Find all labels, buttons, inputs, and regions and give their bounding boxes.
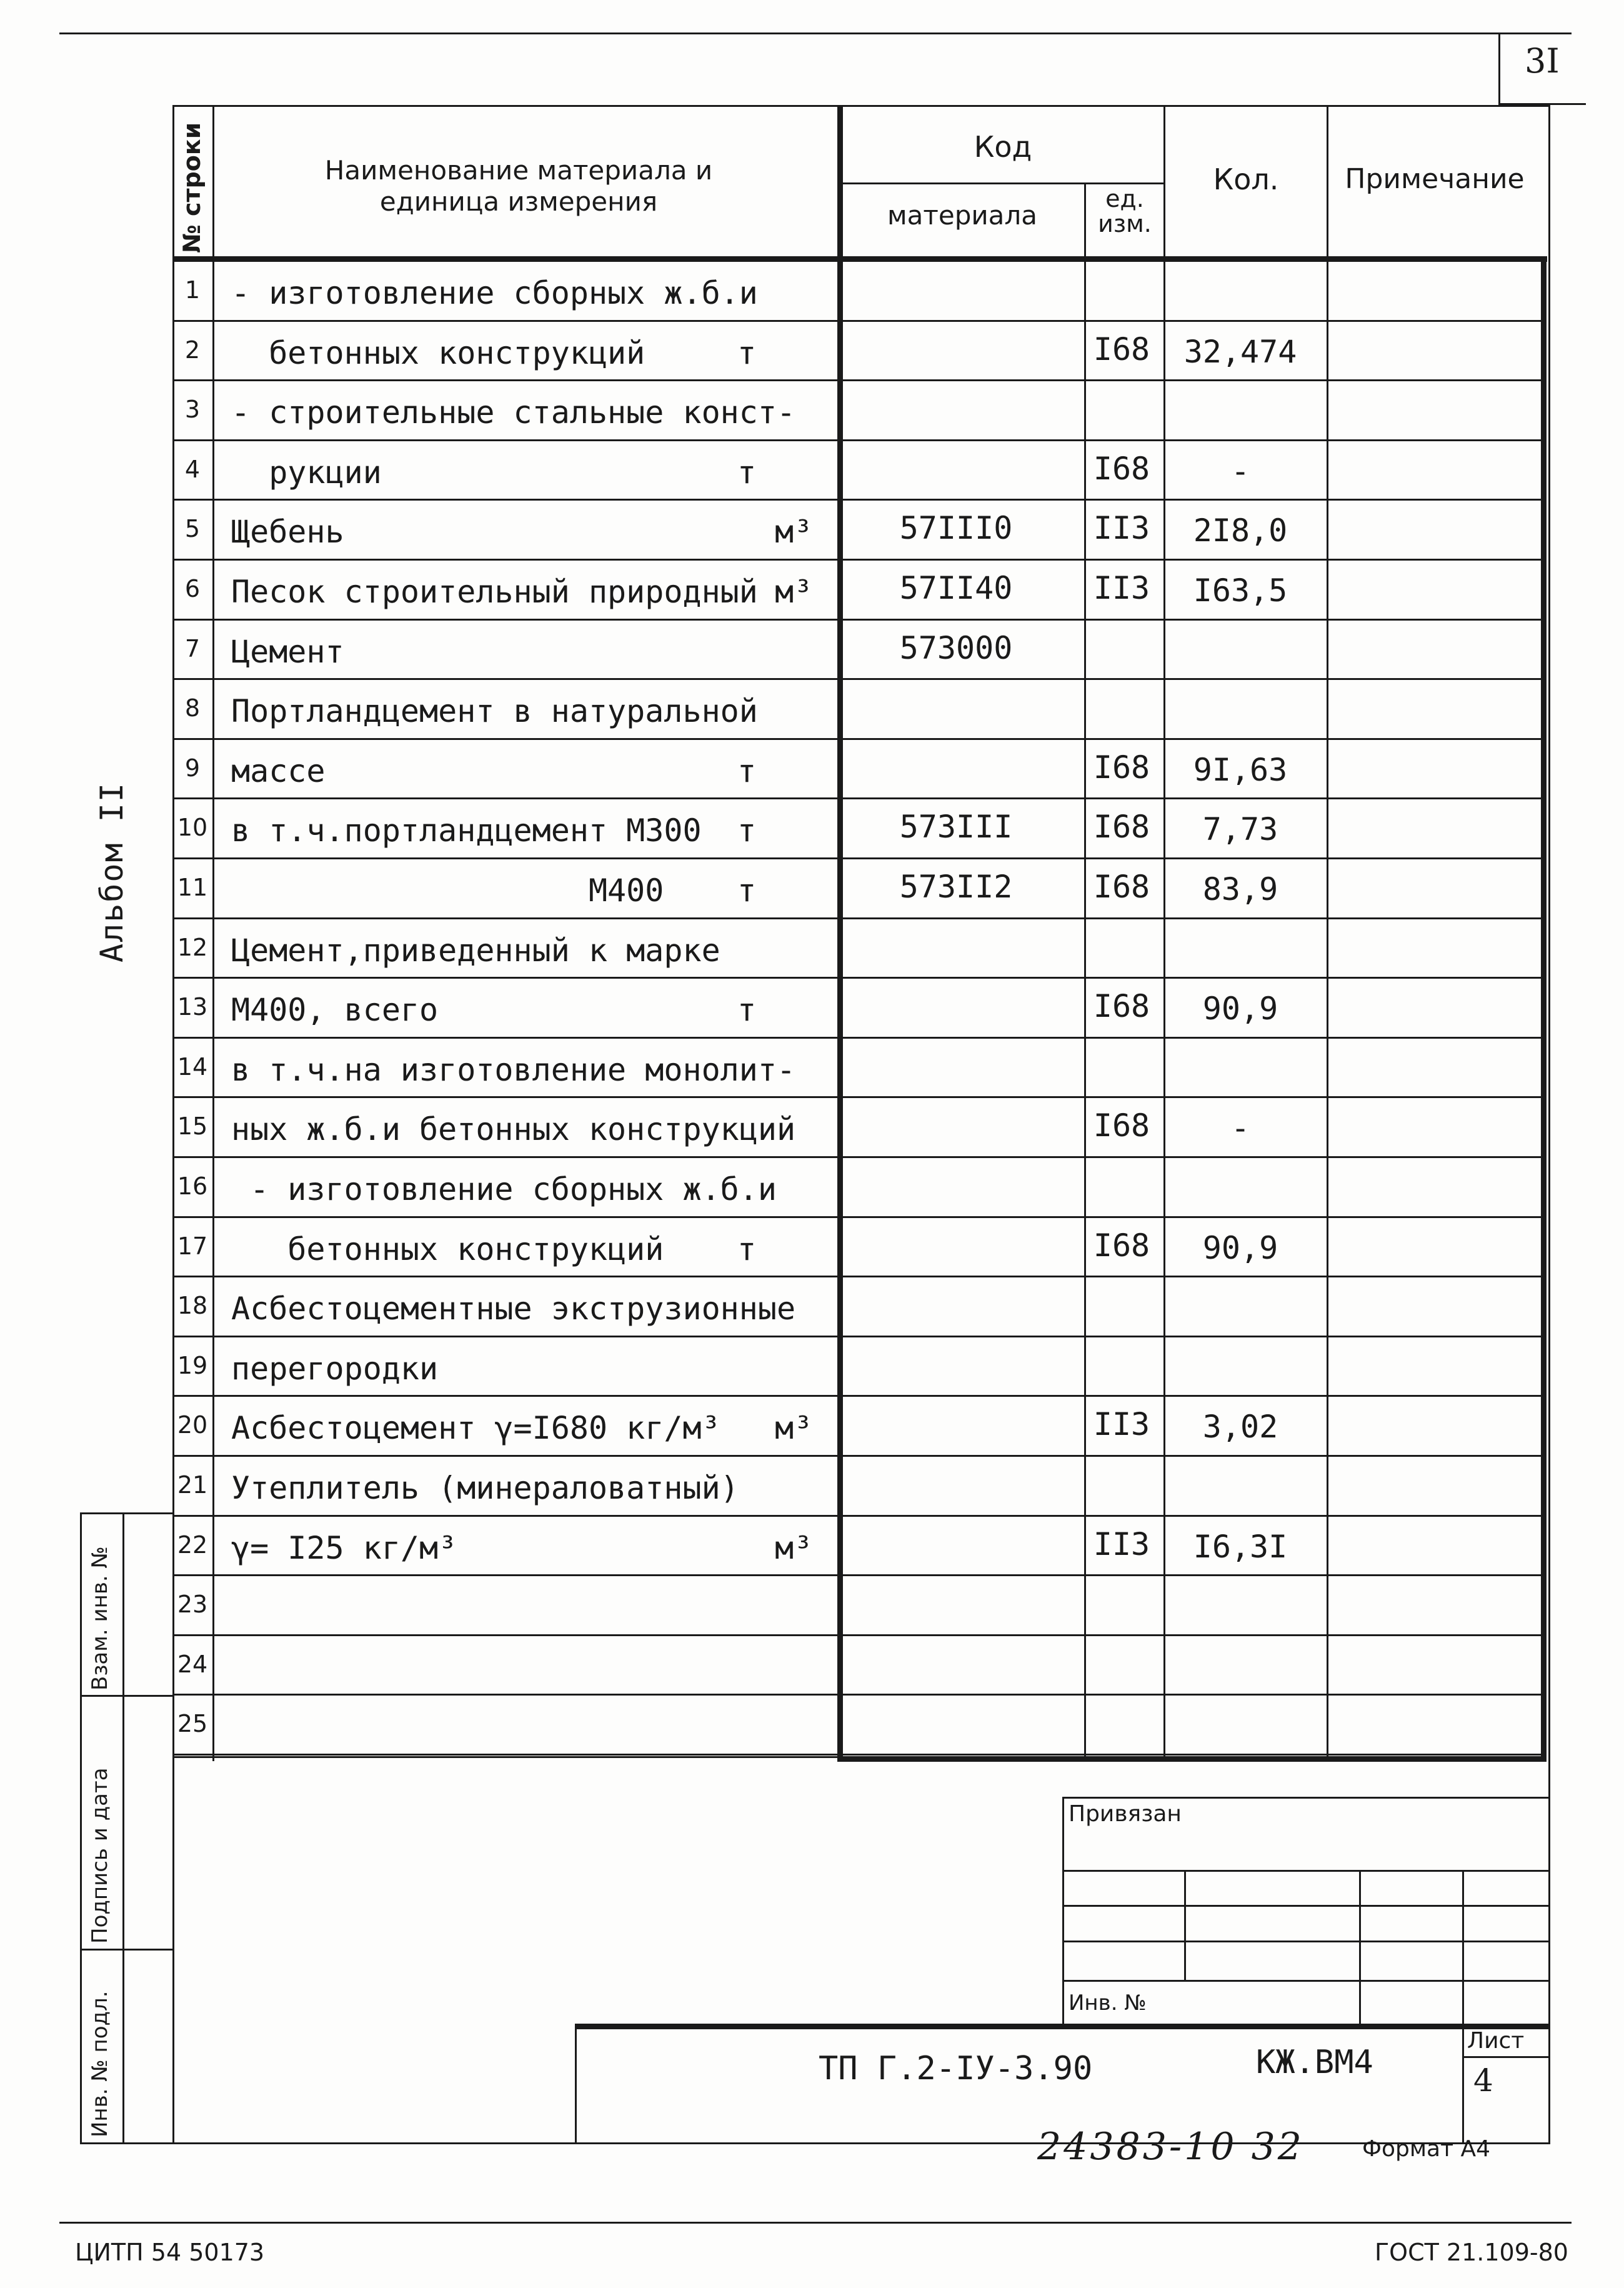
row-name: перегородки [231,1350,439,1387]
row-unit: т [737,334,757,371]
row-unit-code: II3 [1093,1526,1150,1562]
main-stamp-bottom [172,2142,1550,2144]
row-rule [172,1634,1544,1636]
footer-left: ЦИТП 54 50173 [75,2239,265,2266]
side-stamp-sep2 [80,1949,174,1951]
frame-right [1548,105,1550,2144]
col-rownum-divider [212,105,214,1761]
row-rule [172,1276,1544,1277]
row-quantity: - [1230,452,1250,489]
row-unit: т [737,752,757,789]
row-number: 4 [184,455,201,483]
header-bottom-rule [172,256,1547,262]
row-material-code: 573III [899,809,1013,846]
privyazan-r1 [1062,1870,1550,1872]
row-rule [172,1515,1544,1517]
row-number: 23 [177,1591,208,1619]
designation: ТП Г.2-IУ-3.90 [819,2050,1093,2087]
side-stamp-left [80,1512,82,2144]
main-stamp-top [575,2024,1550,2029]
col-unit-divider [1084,182,1086,1761]
row-name: в т.ч.портландцемент М300 [231,812,702,849]
list-label: Лист [1467,2028,1525,2054]
row-quantity: 2I8,0 [1193,512,1288,549]
row-unit: т [737,872,757,909]
row-unit-code: I68 [1093,450,1150,487]
row-name: Цемент [231,633,344,670]
row-rule [172,1336,1544,1337]
row-name: М400 [231,872,664,909]
row-name: бетонных конструкций [231,334,645,371]
row-unit-code: I68 [1093,988,1150,1025]
row-number: 16 [177,1172,208,1200]
privyazan-left [1062,1797,1064,2028]
row-rule [172,559,1544,561]
row-quantity: 90,9 [1202,991,1278,1027]
row-rule [172,320,1544,322]
privyazan-top [1062,1797,1550,1799]
header-unit-line1: ед. [1105,185,1144,212]
row-unit-code: II3 [1093,1406,1150,1443]
row-rule [172,499,1544,501]
row-number: 3 [184,396,201,424]
footer-rule [59,2222,1572,2224]
inv-podl-label: Инв. № подл. [87,1991,112,2137]
row-unit: м³ [775,574,813,610]
row-number: 15 [177,1112,208,1141]
code-subheader-rule [837,182,1165,184]
row-unit: т [737,454,757,491]
row-name: - изготовление сборных ж.б.и [231,1171,777,1207]
row-rule [172,738,1544,740]
sheet-number: 3I [1525,41,1560,81]
row-name: Асбестоцемент γ=I680 кг/м³ [231,1410,720,1447]
row-rule [172,977,1544,979]
album-label: Альбом II [94,782,130,962]
row-number: 2 [184,336,201,364]
row-unit-code: I68 [1093,1107,1150,1144]
privyazan-c3 [1462,1870,1464,2026]
row-number: 9 [184,754,201,782]
side-stamp-bottom [80,2142,174,2144]
header-note: Примечание [1345,163,1525,195]
row-name: - строительные стальные конст- [231,394,796,431]
row-rule [172,1574,1544,1576]
row-rule [172,678,1544,680]
row-rule [172,1096,1544,1098]
row-number: 14 [177,1052,208,1081]
col-right-border [1541,256,1547,1761]
header-name-line2: единица измерения [379,186,658,217]
row-quantity: I63,5 [1193,572,1288,609]
header-name-line1: Наименование материала и [324,155,713,186]
row-number: 22 [177,1531,208,1559]
header-material: материала [887,200,1037,231]
row-name: в т.ч.на изготовление монолит- [231,1051,796,1088]
row-name: ных ж.б.и бетонных конструкций [231,1111,796,1148]
list-cell-left [1462,2024,1464,2144]
row-quantity: 3,02 [1202,1409,1278,1446]
row-material-code: 573000 [899,629,1013,666]
main-stamp-left [575,2024,577,2144]
vzam-inv-label: Взам. инв. № [87,1546,112,1691]
row-rule [172,619,1544,621]
row-rule [172,797,1544,799]
row-number: 19 [177,1351,208,1379]
row-name: Портландцемент в натуральной [231,693,758,730]
row-rule [172,857,1544,859]
row-name: массе [231,752,326,789]
privyazan-r3 [1062,1941,1550,1942]
row-number: 12 [177,933,208,961]
col-note-divider [1327,105,1328,1761]
header-unit-line2: изм. [1098,210,1152,237]
header-row-no: № строки [178,122,206,253]
row-rule [172,1694,1544,1696]
row-unit: т [737,992,757,1029]
row-rule [172,1156,1544,1158]
row-name: М400, всего [231,992,439,1029]
row-rule [172,1216,1544,1218]
row-quantity: - [1230,1110,1250,1147]
row-name: γ= I25 кг/м³ [231,1529,457,1566]
row-unit: т [737,812,757,849]
privyazan-r4 [1062,1980,1550,1982]
row-number: 13 [177,993,208,1021]
handwritten-number: 24383-10 32 [1037,2125,1304,2169]
row-quantity: 83,9 [1202,871,1278,907]
row-unit-code: I68 [1093,1227,1150,1264]
frame-top [172,105,1550,107]
table-bottom-left-rule [172,1756,841,1758]
row-number: 5 [184,515,201,543]
row-quantity: I6,3I [1193,1528,1288,1565]
code-ref: КЖ.ВМ4 [1256,2044,1373,2081]
row-number: 18 [177,1292,208,1320]
row-material-code: 57III0 [899,510,1013,547]
row-number: 21 [177,1471,208,1499]
row-name: бетонных конструкций [231,1231,664,1267]
row-number: 8 [184,694,201,722]
row-rule [172,1754,1544,1756]
top-rule [59,32,1572,34]
row-number: 24 [177,1650,208,1678]
row-quantity: 90,9 [1202,1229,1278,1266]
list-cell-divider [1462,2056,1550,2058]
side-stamp-sep1 [80,1695,174,1697]
row-number: 17 [177,1232,208,1260]
row-rule [172,917,1544,919]
row-quantity: 9I,63 [1193,751,1288,788]
row-name: Цемент,приведенный к марке [231,932,720,969]
header-qty: Кол. [1213,162,1279,196]
row-unit: м³ [775,514,813,551]
row-rule [172,1037,1544,1039]
row-rule [172,1455,1544,1457]
row-rule [172,439,1544,441]
row-unit: т [737,1231,757,1267]
row-material-code: 57II40 [899,570,1013,606]
row-number: 11 [177,874,208,901]
row-unit-code: II3 [1093,510,1150,547]
privyazan-c2 [1359,1870,1361,2026]
podpis-data-label: Подпись и дата [87,1767,112,1944]
privyazan-c1 [1184,1870,1186,1980]
privyazan-label: Привязан [1069,1801,1182,1827]
row-unit-code: I68 [1093,809,1150,846]
row-unit: м³ [775,1529,813,1566]
row-number: 25 [177,1710,208,1738]
table-bottom-rule [837,1756,1547,1762]
row-name: Асбестоцементные экструзионные [231,1291,796,1327]
row-name: рукции [231,454,382,491]
row-name: - изготовление сборных ж.б.и [231,275,758,311]
row-name: Щебень [231,514,344,551]
row-quantity: 32,474 [1183,333,1297,370]
sheet-number-divider [1498,32,1500,104]
row-number: 20 [177,1411,208,1439]
row-unit: м³ [775,1410,813,1447]
side-stamp-top [80,1512,174,1514]
row-rule [172,1395,1544,1397]
list-value: 4 [1473,2062,1493,2099]
format-label: Формат А4 [1362,2136,1491,2162]
row-rule [172,379,1544,381]
row-unit-code: I68 [1093,749,1150,786]
row-name: Песок строительный природный [231,574,758,610]
header-code: Код [974,130,1032,164]
row-number: 1 [184,276,201,304]
inv-label: Инв. № [1069,1991,1147,2016]
row-unit-code: II3 [1093,570,1150,606]
row-name: Утеплитель (минераловатный) [231,1470,739,1506]
row-quantity: 7,73 [1202,811,1278,848]
row-number: 10 [177,814,208,842]
row-number: 6 [184,575,201,602]
row-material-code: 573II2 [899,869,1013,905]
row-number: 7 [184,634,201,662]
row-unit-code: I68 [1093,331,1150,367]
privyazan-r2 [1062,1905,1550,1907]
row-unit-code: I68 [1093,869,1150,905]
footer-right: ГОСТ 21.109-80 [1375,2239,1568,2266]
side-stamp-mid [122,1512,124,2144]
